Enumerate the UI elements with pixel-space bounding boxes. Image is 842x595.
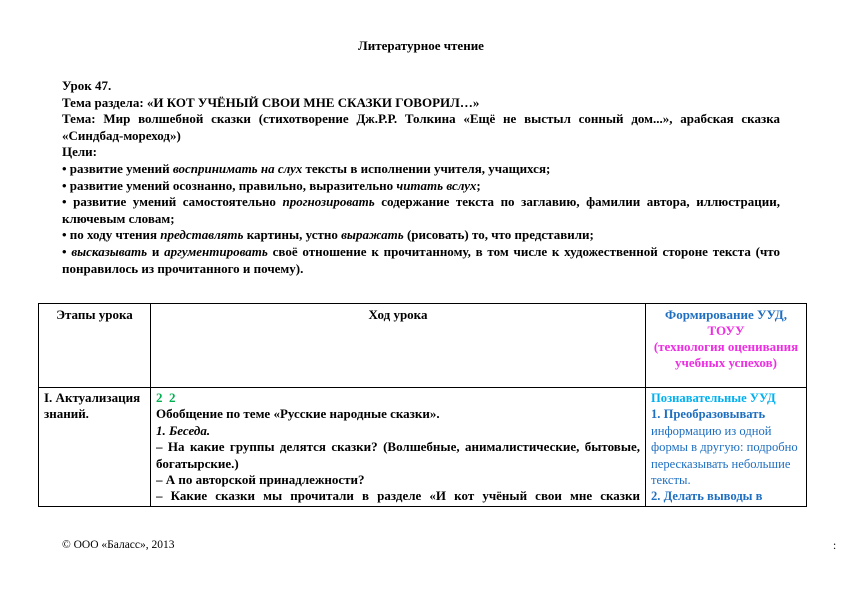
section-title: Тема раздела: «И КОТ УЧЁНЫЙ СВОИ МНЕ СКАЗКИ ГОВОРИЛ…» — [62, 94, 480, 110]
text-run: информацию из одной формы в другую: подробно пересказывать небольшие тексты. — [651, 423, 798, 488]
uud-header-line: ТОУУ — [707, 323, 745, 338]
text-run: ; — [476, 177, 481, 193]
duration-marks: 2 2 — [156, 390, 176, 405]
page-title: Литературное чтение — [358, 38, 484, 53]
course-paragraph: – Какие сказки мы прочитали в разделе «И кот учёный свои мне сказки — [156, 488, 640, 504]
text-run: читать вслух — [396, 177, 477, 193]
text-run: и — [147, 243, 165, 259]
stage-label: I. Актуализация знаний. — [44, 390, 141, 422]
uud-item — [651, 406, 801, 488]
text-run: • развитие умений самостоятельно — [62, 194, 283, 210]
table-body-row — [39, 388, 807, 507]
uud-header-line: учебных успехов) — [675, 355, 777, 370]
col-header-course — [151, 304, 646, 388]
course-paragraph: – А по авторской принадлежности? — [156, 472, 365, 488]
text-run: представлять — [160, 227, 244, 243]
uud-header-line: (технология оценивания — [653, 339, 799, 354]
text-run: воспринимать на слух — [172, 160, 303, 176]
text-run: • развитие умений — [62, 160, 173, 176]
copyright-notice: © ООО «Баласс», 2013 — [62, 539, 175, 551]
page-number-mark: : — [833, 540, 837, 552]
col-header-label: Этапы урока — [56, 307, 133, 322]
table-header-row — [39, 304, 807, 388]
text-run: 1. Преобразовывать — [651, 407, 766, 422]
text-run: прогнозировать — [282, 194, 375, 210]
uud-cell — [646, 388, 807, 507]
text-run: своё отношение к прочитанному, в том числе к художественной стороне текста (что понравилось из прочитанного и почему). — [62, 243, 780, 276]
uud-title: Познавательные УУД — [651, 391, 776, 405]
course-paragraph: – На какие группы делятся сказки? (Волшебные, анималистические, бытовые, богатырские.) — [156, 439, 640, 471]
goal-item — [62, 178, 780, 195]
text-run: • — [62, 243, 72, 259]
lesson-plan-table — [38, 303, 807, 507]
uud-item: 2. Делать выводы в — [651, 489, 763, 504]
text-run: выражать — [341, 227, 404, 243]
course-cell — [151, 388, 646, 507]
stage-cell — [39, 388, 151, 507]
lesson-topic: Тема: Мир волшебной сказки (стихотворение Дж.Р.Р. Толкина «Ещё не выстыл сонный дом...», арабская сказка «Синдбад-мореход») — [62, 111, 780, 143]
lesson-number: Урок 47. — [62, 78, 112, 93]
text-run: • развитие умений осознанно, правильно, выразительно — [62, 177, 397, 193]
text-run: • по ходу чтения — [62, 227, 161, 243]
col-header-uud — [646, 304, 807, 388]
text-run: (рисовать) то, что представили; — [403, 227, 594, 243]
course-paragraph: 1. Беседа. — [156, 422, 211, 438]
text-run: аргументировать — [164, 243, 268, 259]
text-run: тексты в исполнении учителя, учащихся; — [302, 160, 551, 176]
course-paragraph: Обобщение по теме «Русские народные сказки». — [156, 406, 440, 422]
goal-item — [62, 227, 780, 244]
text-run: высказывать — [71, 243, 148, 259]
col-header-label: Ход урока — [368, 307, 428, 322]
goals-label: Цели: — [62, 144, 97, 160]
goal-item — [62, 161, 780, 178]
lesson-intro — [62, 78, 780, 277]
goal-item — [62, 194, 780, 227]
uud-header-line: Формирование УУД, — [665, 307, 787, 322]
text-run: содержание текста по заглавию, фамилии автора, иллюстрации, ключевым словам; — [62, 194, 780, 226]
col-header-stages — [39, 304, 151, 388]
text-run: картины, устно — [243, 227, 342, 243]
goal-item — [62, 244, 780, 277]
